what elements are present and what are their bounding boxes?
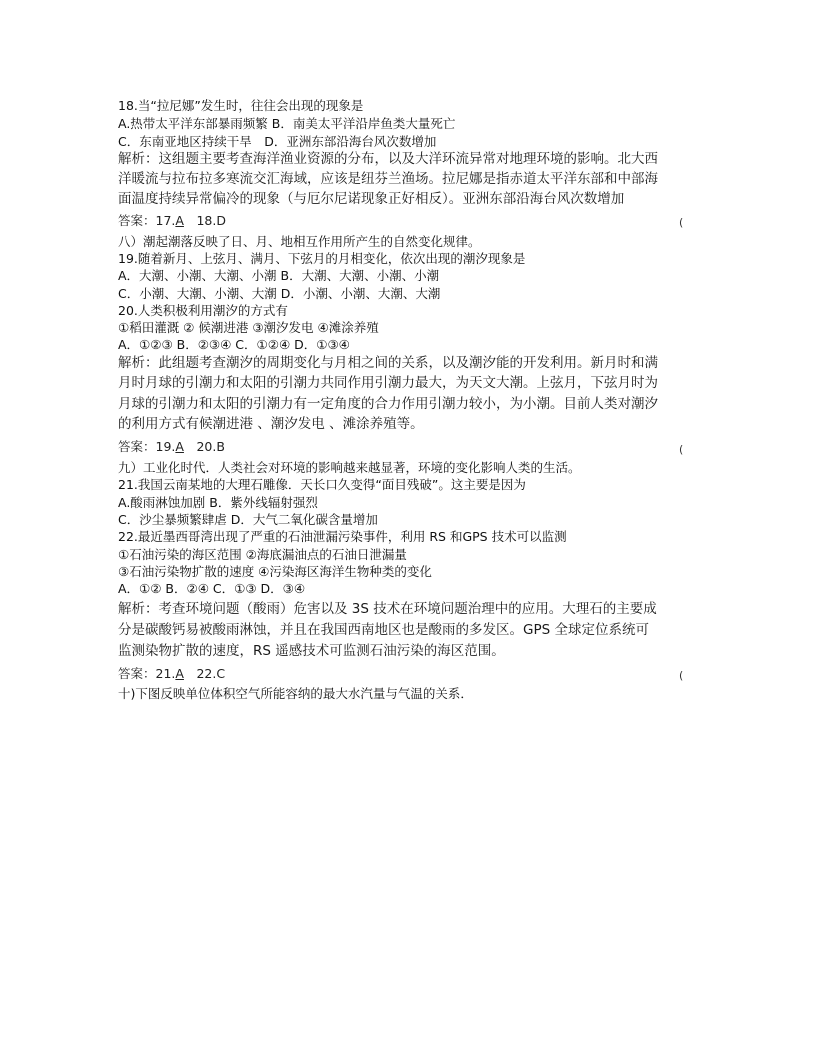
answer-rest: 22.C [183, 666, 226, 681]
q20-options: A．①②③ B．②③④ C．①②④ D．①③④ [118, 337, 350, 352]
q22-items-2: ③石油污染物扩散的速度 ④污染海区海洋生物种类的变化 [118, 564, 432, 579]
answer-underlined: A [175, 666, 184, 681]
section-9-heading: 九）工业化时代．人类社会对环境的影响越来越显著，环境的变化影响人类的生活。 [118, 460, 581, 475]
q19-options-ab: A．大潮、小潮、大潮、小潮 B．大潮、大潮、小潮、小潮 [118, 268, 440, 283]
margin-paren: ( [679, 669, 684, 682]
section-8-heading: 八）潮起潮落反映了日、月、地相互作用所产生的自然变化规律。 [118, 234, 481, 249]
q18-options-ab: A.热带太平洋东部暴雨频繁 B．南美太平洋沿岸鱼类大量死亡 [118, 116, 456, 131]
q21-options-cd: C．沙尘暴频繁肆虐 D．大气二氧化碳含量增加 [118, 512, 378, 527]
q21-stem: 21.我国云南某地的大理石雕像．天长口久变得“面目残破”。这主要是因为 [118, 477, 526, 492]
q21-options-ab: A.酸雨淋蚀加剧 B．紫外线辐射强烈 [118, 495, 318, 510]
q21-22-answer [118, 665, 225, 682]
q19-options-cd: C．小潮、大潮、小潮、大潮 D．小潮、小潮、大潮、大潮 [118, 286, 441, 301]
answer-underlined: A [175, 213, 184, 228]
q22-stem: 22.最近墨西哥湾出现了严重的石油泄漏污染事件，利用 RS 和GPS 技术可以监测 [118, 529, 567, 544]
margin-paren: ( [679, 216, 684, 229]
q18-explanation-line3: 面温度持续异常偏冷的现象（与厄尔尼诺现象正好相反）。亚洲东部沿海台风次数增加 [118, 191, 625, 207]
q20-explanation-line1: 解析：此组题考查潮汐的周期变化与月相之间的关系，以及潮汐能的开发利用。新月时和满 [118, 355, 658, 371]
answer-rest: 20.B [183, 439, 225, 454]
q17-18-answer [118, 212, 226, 229]
section-10-heading: 十)下图反映单位体积空气所能容纳的最大水汽量与气温的关系． [118, 686, 473, 701]
answer-rest: 18.D [183, 213, 226, 228]
q22-items-1: ①石油污染的海区范围 ②海底漏油点的石油日泄漏量 [118, 547, 407, 562]
q18-stem: 18.当“拉尼娜”发生时，往往会出现的现象是 [118, 98, 364, 113]
q22-options: A．①② B．②④ C．①③ D．③④ [118, 581, 306, 596]
q18-explanation-line2: 洋暖流与拉布拉多寒流交汇海域，应该是纽芬兰渔场。拉尼娜是指赤道太平洋东部和中部海 [118, 171, 658, 187]
q20-items: ①稻田灌溉 ② 候潮进港 ③潮汐发电 ④滩涂养殖 [118, 320, 379, 335]
q22-explanation-line2: 分是碳酸钙易被酸雨淋蚀，并且在我国西南地区也是酸雨的多发区。GPS 全球定位系统可 [118, 622, 649, 638]
q20-stem: 20.人类积极利用潮汐的方式有 [118, 303, 288, 318]
q19-stem: 19.随着新月、上弦月、满月、下弦月的月相变化，依次出现的潮汐现象是 [118, 251, 526, 266]
margin-paren: ( [679, 443, 684, 456]
q20-explanation-line3: 月球的引潮力和太阳的引潮力有一定角度的合力作用引潮力较小，为小潮。目前人类对潮汐 [118, 396, 658, 412]
q18-explanation-line1: 解析：这组题主要考查海洋渔业资源的分布，以及大洋环流异常对地理环境的影响。北大西 [118, 151, 658, 167]
q20-explanation-line2: 月时月球的引潮力和太阳的引潮力共同作用引潮力最大，为天文大潮。上弦月，下弦月时为 [118, 375, 658, 391]
q22-explanation-line1: 解析：考查环境问题（酸雨）危害以及 3S 技术在环境问题治理中的应用。大理石的主要成 [118, 601, 657, 617]
answer-underlined: A [175, 439, 184, 454]
q22-explanation-line3: 监测染物扩散的速度，RS 遥感技术可监测石油污染的海区范围。 [118, 643, 505, 659]
q18-options-cd: C．东南亚地区持续干旱 D．亚洲东部沿海台风次数增加 [118, 134, 437, 149]
answer-prefix: 答案：21. [118, 666, 176, 681]
q19-20-answer [118, 438, 225, 455]
q20-explanation-line4: 的利用方式有候潮进港 、潮汐发电 、滩涂养殖等。 [118, 416, 424, 432]
answer-prefix: 答案：19. [118, 439, 176, 454]
answer-prefix: 答案：17. [118, 213, 176, 228]
